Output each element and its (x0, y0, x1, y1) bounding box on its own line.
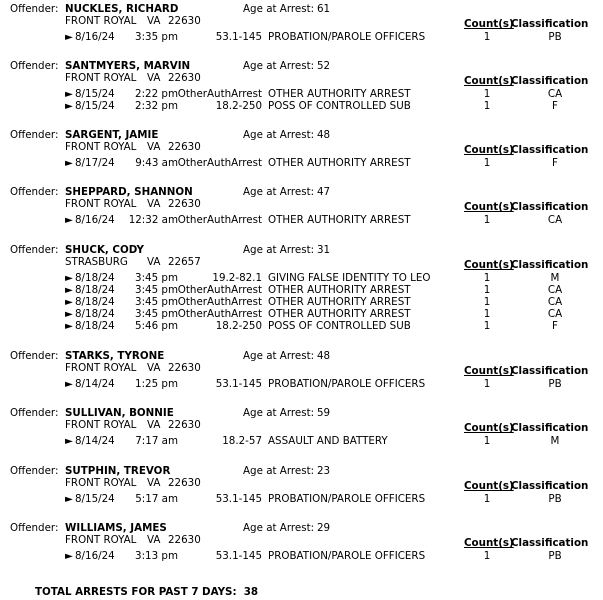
count-header: Count(s) (464, 18, 514, 30)
charge-time: 3:45 pm (135, 272, 178, 284)
offender-age: 61 (317, 3, 331, 15)
offender-age: 48 (317, 129, 331, 141)
offender-city: FRONT ROYAL (65, 15, 137, 27)
offender-city: FRONT ROYAL (65, 534, 137, 546)
offender-name: SHEPPARD, SHANNON (65, 186, 193, 198)
charge-date: 8/15/24 (75, 100, 115, 112)
charge-time: 3:45 pm (135, 284, 178, 296)
charge-count: 1 (483, 435, 491, 447)
age-label: Age at Arrest: (243, 522, 315, 534)
charge-code: OtherAuthArrest (177, 296, 262, 308)
offender-zip: 22630 (168, 477, 201, 489)
charge-classification: PB (548, 378, 562, 390)
total-label: TOTAL ARRESTS FOR PAST 7 DAYS: (35, 586, 237, 598)
charge-description: PROBATION/PAROLE OFFICERS (268, 493, 426, 505)
offender-city: FRONT ROYAL (65, 362, 137, 374)
offender-label: Offender: (10, 3, 59, 15)
charge-count: 1 (483, 378, 491, 390)
count-header: Count(s) (464, 259, 514, 271)
offender-name: NUCKLES, RICHARD (65, 3, 179, 15)
offender-age: 59 (317, 407, 331, 419)
charge-marker: ► (65, 550, 73, 562)
age-label: Age at Arrest: (243, 350, 315, 362)
charge-date: 8/16/24 (75, 550, 115, 562)
charge-time: 3:35 pm (135, 31, 178, 43)
classification-header: Classification (511, 75, 589, 87)
charge-date: 8/18/24 (75, 284, 115, 296)
charge-count: 1 (483, 550, 491, 562)
offender-name: SHUCK, CODY (65, 244, 144, 256)
charge-date: 8/16/24 (75, 31, 115, 43)
offender-age: 48 (317, 350, 331, 362)
offender-name: STARKS, TYRONE (65, 350, 165, 362)
charge-description: ASSAULT AND BATTERY (268, 435, 388, 447)
charge-code: OtherAuthArrest (177, 157, 262, 169)
charge-time: 2:32 pm (135, 100, 178, 112)
charge-classification: PB (548, 31, 562, 43)
offender-name: SULLIVAN, BONNIE (65, 407, 174, 419)
offender-zip: 22630 (168, 419, 201, 431)
charge-marker: ► (65, 378, 73, 390)
count-header: Count(s) (464, 480, 514, 492)
count-header: Count(s) (464, 201, 514, 213)
age-label: Age at Arrest: (243, 465, 315, 477)
offender-label: Offender: (10, 465, 59, 477)
offender-label: Offender: (10, 350, 59, 362)
offender-age: 47 (317, 186, 331, 198)
classification-header: Classification (511, 201, 589, 213)
charge-code: 53.1-145 (215, 493, 262, 505)
offender-age: 29 (317, 522, 331, 534)
offender-age: 23 (317, 465, 331, 477)
charge-marker: ► (65, 88, 73, 100)
total-value: 38 (243, 586, 259, 598)
count-header: Count(s) (464, 144, 514, 156)
charge-time: 3:45 pm (135, 296, 178, 308)
charge-marker: ► (65, 157, 73, 169)
age-label: Age at Arrest: (243, 407, 315, 419)
charge-time: 3:13 pm (135, 550, 178, 562)
charge-description: POSS OF CONTROLLED SUB (268, 320, 411, 332)
offender-label: Offender: (10, 407, 59, 419)
offender-state: VA (147, 419, 161, 431)
offender-city: STRASBURG (65, 256, 128, 268)
charge-code: 18.2-250 (215, 100, 262, 112)
total-arrests (35, 586, 258, 598)
classification-header: Classification (511, 422, 589, 434)
age-label: Age at Arrest: (243, 3, 315, 15)
charge-count: 1 (483, 284, 491, 296)
offender-state: VA (147, 477, 161, 489)
offender-zip: 22630 (168, 198, 201, 210)
offender-name: WILLIAMS, JAMES (65, 522, 167, 534)
charge-date: 8/14/24 (75, 378, 115, 390)
offender-state: VA (147, 534, 161, 546)
offender-zip: 22657 (168, 256, 201, 268)
charge-date: 8/17/24 (75, 157, 115, 169)
charge-date: 8/18/24 (75, 320, 115, 332)
offender-city: FRONT ROYAL (65, 477, 137, 489)
charge-classification: CA (547, 296, 563, 308)
charge-count: 1 (483, 31, 491, 43)
charge-classification: CA (547, 214, 563, 226)
offender-state: VA (147, 256, 161, 268)
charge-count: 1 (483, 88, 491, 100)
charge-code: 53.1-145 (215, 550, 262, 562)
offender-city: FRONT ROYAL (65, 72, 137, 84)
charge-classification: CA (547, 284, 563, 296)
charge-description: OTHER AUTHORITY ARREST (268, 157, 411, 169)
charge-count: 1 (483, 320, 491, 332)
offender-zip: 22630 (168, 15, 201, 27)
charge-description: OTHER AUTHORITY ARREST (268, 296, 411, 308)
classification-header: Classification (511, 480, 589, 492)
charge-time: 1:25 pm (135, 378, 178, 390)
offender-age: 31 (317, 244, 331, 256)
charge-marker: ► (65, 320, 73, 332)
count-header: Count(s) (464, 537, 514, 549)
charge-marker: ► (65, 100, 73, 112)
charge-code: OtherAuthArrest (177, 214, 262, 226)
offender-state: VA (147, 362, 161, 374)
charge-count: 1 (483, 296, 491, 308)
charge-date: 8/15/24 (75, 493, 115, 505)
count-header: Count(s) (464, 365, 514, 377)
charge-code: OtherAuthArrest (177, 284, 262, 296)
charge-code: OtherAuthArrest (177, 308, 262, 320)
charge-description: PROBATION/PAROLE OFFICERS (268, 550, 426, 562)
charge-code: OtherAuthArrest (177, 88, 262, 100)
charge-time: 3:45 pm (135, 308, 178, 320)
charge-time: 7:17 am (135, 435, 178, 447)
charge-classification: M (550, 435, 560, 447)
charge-classification: CA (547, 308, 563, 320)
charge-marker: ► (65, 214, 73, 226)
age-label: Age at Arrest: (243, 129, 315, 141)
offender-city: FRONT ROYAL (65, 141, 137, 153)
offender-zip: 22630 (168, 141, 201, 153)
age-label: Age at Arrest: (243, 60, 315, 72)
charge-marker: ► (65, 493, 73, 505)
charge-description: POSS OF CONTROLLED SUB (268, 100, 411, 112)
charge-marker: ► (65, 284, 73, 296)
charge-description: GIVING FALSE IDENTITY TO LEO (268, 272, 431, 284)
charge-description: OTHER AUTHORITY ARREST (268, 308, 411, 320)
charge-date: 8/18/24 (75, 272, 115, 284)
charge-date: 8/18/24 (75, 296, 115, 308)
offender-name: SANTMYERS, MARVIN (65, 60, 191, 72)
offender-zip: 22630 (168, 72, 201, 84)
classification-header: Classification (511, 365, 589, 377)
count-header: Count(s) (464, 75, 514, 87)
offender-city: FRONT ROYAL (65, 419, 137, 431)
count-header: Count(s) (464, 422, 514, 434)
charge-count: 1 (483, 493, 491, 505)
charge-count: 1 (483, 214, 491, 226)
offender-label: Offender: (10, 60, 59, 72)
offender-label: Offender: (10, 129, 59, 141)
offender-city: FRONT ROYAL (65, 198, 137, 210)
charge-marker: ► (65, 31, 73, 43)
charge-time: 2:22 pm (135, 88, 178, 100)
charge-code: 53.1-145 (215, 31, 262, 43)
charge-classification: F (552, 100, 558, 112)
offender-age: 52 (317, 60, 331, 72)
charge-description: PROBATION/PAROLE OFFICERS (268, 31, 426, 43)
charge-code: 19.2-82.1 (212, 272, 262, 284)
offender-state: VA (147, 198, 161, 210)
age-label: Age at Arrest: (243, 244, 315, 256)
charge-date: 8/14/24 (75, 435, 115, 447)
charge-classification: F (552, 157, 558, 169)
charge-classification: M (550, 272, 560, 284)
classification-header: Classification (511, 259, 589, 271)
offender-label: Offender: (10, 186, 59, 198)
offender-label: Offender: (10, 522, 59, 534)
offender-zip: 22630 (168, 362, 201, 374)
charge-date: 8/15/24 (75, 88, 115, 100)
charge-marker: ► (65, 296, 73, 308)
charge-classification: F (552, 320, 558, 332)
charge-description: PROBATION/PAROLE OFFICERS (268, 378, 426, 390)
charge-classification: PB (548, 493, 562, 505)
charge-date: 8/16/24 (75, 214, 115, 226)
classification-header: Classification (511, 144, 589, 156)
charge-time: 12:32 am (128, 214, 178, 226)
charge-description: OTHER AUTHORITY ARREST (268, 214, 411, 226)
charge-description: OTHER AUTHORITY ARREST (268, 88, 411, 100)
charge-marker: ► (65, 308, 73, 320)
offender-name: SARGENT, JAMIE (65, 129, 159, 141)
charge-time: 9:43 am (135, 157, 178, 169)
charge-time: 5:46 pm (135, 320, 178, 332)
classification-header: Classification (511, 537, 589, 549)
charge-marker: ► (65, 435, 73, 447)
classification-header: Classification (511, 18, 589, 30)
charge-count: 1 (483, 308, 491, 320)
charge-code: 53.1-145 (215, 378, 262, 390)
charge-classification: PB (548, 550, 562, 562)
charge-count: 1 (483, 272, 491, 284)
offender-state: VA (147, 72, 161, 84)
charge-count: 1 (483, 100, 491, 112)
charge-count: 1 (483, 157, 491, 169)
charge-marker: ► (65, 272, 73, 284)
offender-state: VA (147, 141, 161, 153)
charge-code: 18.2-57 (222, 435, 262, 447)
offender-name: SUTPHIN, TREVOR (65, 465, 171, 477)
charge-time: 5:17 am (135, 493, 178, 505)
age-label: Age at Arrest: (243, 186, 315, 198)
offender-label: Offender: (10, 244, 59, 256)
charge-date: 8/18/24 (75, 308, 115, 320)
charge-classification: CA (547, 88, 563, 100)
offender-zip: 22630 (168, 534, 201, 546)
charge-code: 18.2-250 (215, 320, 262, 332)
charge-description: OTHER AUTHORITY ARREST (268, 284, 411, 296)
offender-state: VA (147, 15, 161, 27)
